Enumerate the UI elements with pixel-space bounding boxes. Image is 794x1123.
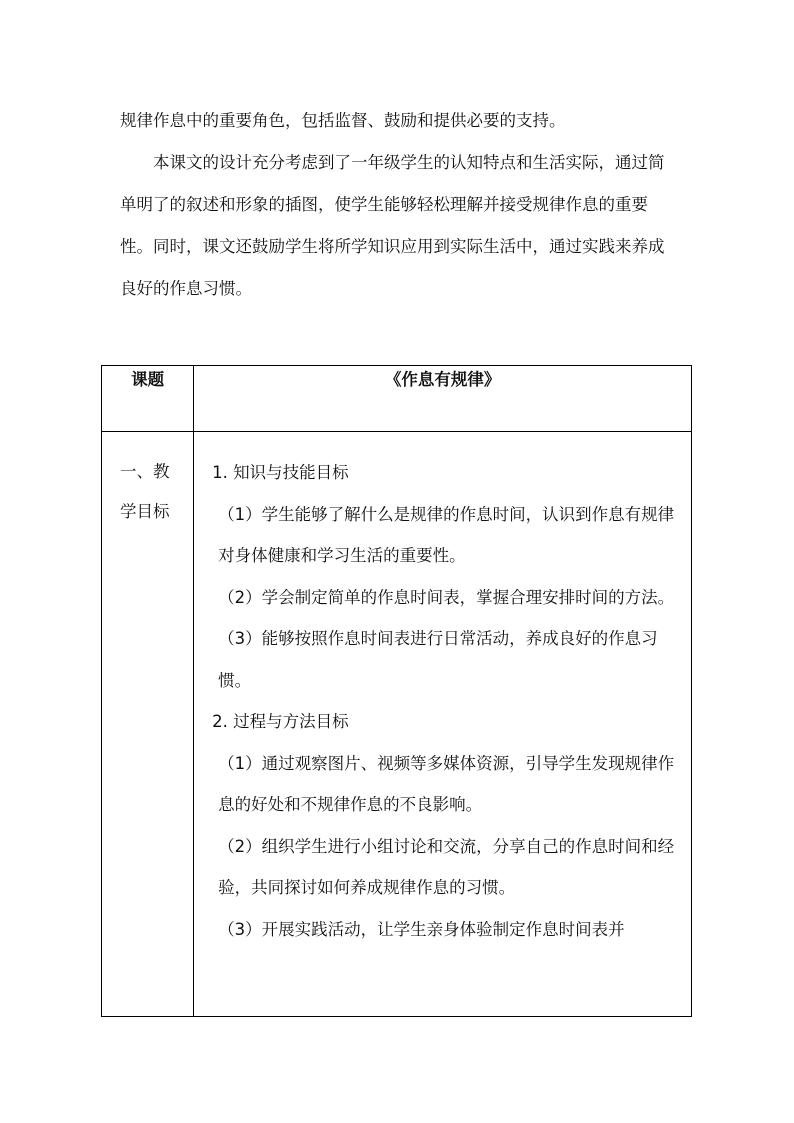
section-title: 1. 知识与技能目标 — [212, 463, 349, 482]
objective-item: （1）学生能够了解什么是规律的作息时间，认识到作息有规律对身体健康和学习生活的重要性。 — [218, 504, 675, 565]
lesson-plan-table — [101, 365, 692, 1017]
intro-line: 规律作息中的重要角色，包括监督、鼓励和提供必要的支持。 — [120, 111, 566, 130]
objective-item: （2）学会制定简单的作息时间表，掌握合理安排时间的方法。 — [218, 587, 675, 607]
table-row — [102, 432, 692, 1017]
header-label-cell: 课题 — [102, 366, 194, 432]
intro-paragraph: 本课文的设计充分考虑到了一年级学生的认知特点和生活实际，通过简单明了的叙述和形象的插图，使学生能够轻松理解并接受规律作息的重要性。同时，课文还鼓励学生将所学知识应用到实际生活中，通过实践来养成良好的作息习惯。 — [120, 153, 665, 298]
objective-item: （3）能够按照作息时间表进行日常活动，养成良好的作息习惯。 — [218, 629, 658, 690]
objective-item: （1）通过观察图片、视频等多媒体资源，引导学生发现规律作息的好处和不规律作息的不良影响。 — [218, 753, 675, 814]
objectives-cell — [194, 432, 692, 1017]
objective-item: （2）组织学生进行小组讨论和交流，分享自己的作息时间和经验，共同探讨如何养成规律作息的习惯。 — [218, 836, 675, 897]
intro-text — [120, 100, 680, 310]
objective-item: （3）开展实践活动，让学生亲身体验制定作息时间表并 — [218, 919, 625, 939]
section-title: 2. 过程与方法目标 — [212, 712, 349, 731]
row-label-cell: 一、教学目标 — [102, 432, 194, 1017]
lesson-title-cell: 《作息有规律》 — [194, 366, 692, 432]
table-header-row — [102, 366, 692, 432]
